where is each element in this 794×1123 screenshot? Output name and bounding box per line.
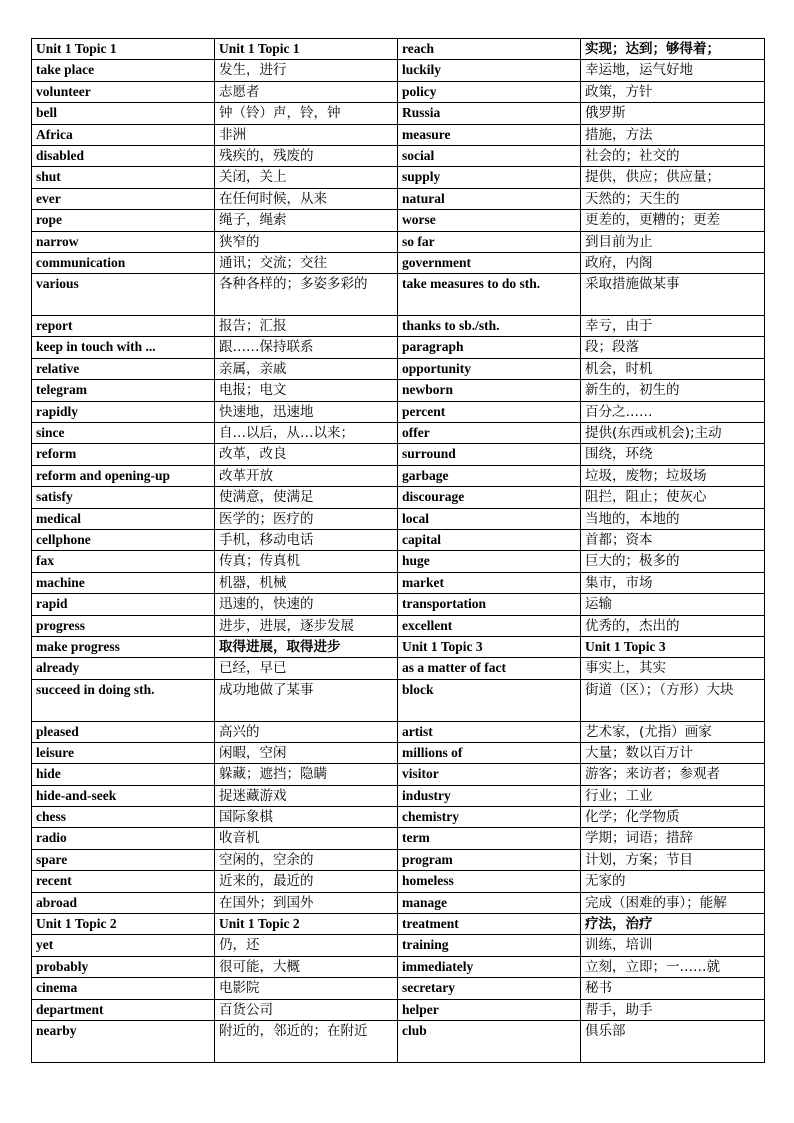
english-term-cell: thanks to sb./sth. [398, 316, 581, 337]
table-row [32, 572, 765, 593]
table-row [32, 679, 765, 721]
table-row [32, 828, 765, 849]
chinese-meaning-cell: 电报；电文 [215, 380, 398, 401]
chinese-meaning-cell: 完成（困难的事）；能解 [581, 892, 765, 913]
english-term-cell: offer [398, 423, 581, 444]
table-row [32, 188, 765, 209]
table-row [32, 956, 765, 977]
chinese-meaning-cell: 电影院 [215, 978, 398, 999]
chinese-meaning-cell: 钟（铃）声，铃，钟 [215, 103, 398, 124]
english-term-cell: industry [398, 785, 581, 806]
english-term-cell: immediately [398, 956, 581, 977]
chinese-meaning-cell: 街道（区）；（方形）大块 [581, 679, 765, 721]
english-term-cell: so far [398, 231, 581, 252]
table-row [32, 124, 765, 145]
table-row [32, 914, 765, 935]
table-row [32, 551, 765, 572]
table-row [32, 742, 765, 763]
english-term-cell: capital [398, 530, 581, 551]
table-row [32, 337, 765, 358]
chinese-meaning-cell: 大量；数以百万计 [581, 742, 765, 763]
chinese-meaning-cell: 段；段落 [581, 337, 765, 358]
chinese-meaning-cell: 机会，时机 [581, 358, 765, 379]
table-row [32, 594, 765, 615]
chinese-meaning-cell: 非洲 [215, 124, 398, 145]
english-term-cell: abroad [32, 892, 215, 913]
english-term-cell: various [32, 274, 215, 316]
chinese-meaning-cell: 改革开放 [215, 465, 398, 486]
chinese-meaning-cell: 俄罗斯 [581, 103, 765, 124]
chinese-meaning-cell: 幸亏，由于 [581, 316, 765, 337]
english-term-cell: secretary [398, 978, 581, 999]
chinese-meaning-cell: 艺术家，(尤指）画家 [581, 721, 765, 742]
english-term-cell: disabled [32, 145, 215, 166]
vocabulary-table-body [32, 39, 765, 1063]
english-term-cell: Africa [32, 124, 215, 145]
english-term-cell: rope [32, 210, 215, 231]
table-row [32, 530, 765, 551]
chinese-meaning-cell: 游客；来访者；参观者 [581, 764, 765, 785]
english-term-cell: market [398, 572, 581, 593]
english-term-cell: program [398, 849, 581, 870]
chinese-meaning-cell: 学期；词语；措辞 [581, 828, 765, 849]
chinese-meaning-cell: 提供(东西或机会);主动 [581, 423, 765, 444]
chinese-meaning-cell: 秘书 [581, 978, 765, 999]
chinese-meaning-cell: 国际象棋 [215, 807, 398, 828]
english-term-cell: hide [32, 764, 215, 785]
english-term-cell: yet [32, 935, 215, 956]
chinese-meaning-cell: 百分之…… [581, 401, 765, 422]
chinese-meaning-cell: 百货公司 [215, 999, 398, 1020]
english-term-cell: helper [398, 999, 581, 1020]
english-term-cell: since [32, 423, 215, 444]
english-term-cell: leisure [32, 742, 215, 763]
table-row [32, 487, 765, 508]
table-row [32, 401, 765, 422]
table-row [32, 145, 765, 166]
english-term-cell: social [398, 145, 581, 166]
table-row [32, 60, 765, 81]
english-term-cell: government [398, 252, 581, 273]
chinese-meaning-cell: 首都；资本 [581, 530, 765, 551]
chinese-meaning-cell: 措施，方法 [581, 124, 765, 145]
chinese-meaning-cell: 取得进展，取得进步 [215, 636, 398, 657]
chinese-meaning-cell: 运输 [581, 594, 765, 615]
chinese-meaning-cell: 跟……保持联系 [215, 337, 398, 358]
english-term-cell: luckily [398, 60, 581, 81]
chinese-meaning-cell: 幸运地，运气好地 [581, 60, 765, 81]
chinese-meaning-cell: 实现；达到；够得着； [581, 39, 765, 60]
english-term-cell: satisfy [32, 487, 215, 508]
chinese-meaning-cell: 疗法，治疗 [581, 914, 765, 935]
chinese-meaning-cell: 俱乐部 [581, 1021, 765, 1063]
table-row [32, 423, 765, 444]
table-row [32, 465, 765, 486]
english-term-cell: fax [32, 551, 215, 572]
chinese-meaning-cell: 绳子，绳索 [215, 210, 398, 231]
english-term-cell: rapidly [32, 401, 215, 422]
english-term-cell: cellphone [32, 530, 215, 551]
chinese-meaning-cell: 新生的，初生的 [581, 380, 765, 401]
table-row [32, 935, 765, 956]
english-term-cell: keep in touch with ... [32, 337, 215, 358]
chinese-meaning-cell: 报告；汇报 [215, 316, 398, 337]
table-row [32, 81, 765, 102]
chinese-meaning-cell: 天然的；天生的 [581, 188, 765, 209]
chinese-meaning-cell: 阻拦，阻止；使灰心 [581, 487, 765, 508]
english-term-cell: homeless [398, 871, 581, 892]
english-term-cell: as a matter of fact [398, 658, 581, 679]
english-term-cell: shut [32, 167, 215, 188]
chinese-meaning-cell: 垃圾，废物；垃圾场 [581, 465, 765, 486]
table-row [32, 785, 765, 806]
english-term-cell: policy [398, 81, 581, 102]
table-row [32, 849, 765, 870]
table-row [32, 103, 765, 124]
chinese-meaning-cell: 政策，方针 [581, 81, 765, 102]
chinese-meaning-cell: 躲藏；遮挡；隐瞒 [215, 764, 398, 785]
chinese-meaning-cell: 化学；化学物质 [581, 807, 765, 828]
english-term-cell: radio [32, 828, 215, 849]
english-term-cell: ever [32, 188, 215, 209]
english-term-cell: millions of [398, 742, 581, 763]
chinese-meaning-cell: 附近的，邻近的；在附近 [215, 1021, 398, 1063]
english-term-cell: make progress [32, 636, 215, 657]
chinese-meaning-cell: 已经，早已 [215, 658, 398, 679]
chinese-meaning-cell: 在国外；到国外 [215, 892, 398, 913]
english-term-cell: surround [398, 444, 581, 465]
table-row [32, 39, 765, 60]
chinese-meaning-cell: 集市，市场 [581, 572, 765, 593]
english-term-cell: relative [32, 358, 215, 379]
english-term-cell: medical [32, 508, 215, 529]
table-row [32, 721, 765, 742]
english-term-cell: chemistry [398, 807, 581, 828]
english-term-cell: reform [32, 444, 215, 465]
chinese-meaning-cell: 很可能，大概 [215, 956, 398, 977]
chinese-meaning-cell: 训练，培训 [581, 935, 765, 956]
english-term-cell: newborn [398, 380, 581, 401]
table-row [32, 658, 765, 679]
chinese-meaning-cell: 计划，方案；节目 [581, 849, 765, 870]
english-term-cell: telegram [32, 380, 215, 401]
english-term-cell: pleased [32, 721, 215, 742]
chinese-meaning-cell: 改革，改良 [215, 444, 398, 465]
table-row [32, 1021, 765, 1063]
chinese-meaning-cell: 自…以后，从…以来； [215, 423, 398, 444]
english-term-cell: cinema [32, 978, 215, 999]
english-term-cell: garbage [398, 465, 581, 486]
english-term-cell: Unit 1 Topic 2 [32, 914, 215, 935]
chinese-meaning-cell: 医学的；医疗的 [215, 508, 398, 529]
table-row [32, 636, 765, 657]
english-term-cell: progress [32, 615, 215, 636]
chinese-meaning-cell: 志愿者 [215, 81, 398, 102]
chinese-meaning-cell: 传真；传真机 [215, 551, 398, 572]
english-term-cell: report [32, 316, 215, 337]
chinese-meaning-cell: 事实上，其实 [581, 658, 765, 679]
chinese-meaning-cell: 收音机 [215, 828, 398, 849]
table-row [32, 892, 765, 913]
english-term-cell: transportation [398, 594, 581, 615]
english-term-cell: probably [32, 956, 215, 977]
english-term-cell: club [398, 1021, 581, 1063]
chinese-meaning-cell: 帮手，助手 [581, 999, 765, 1020]
table-row [32, 444, 765, 465]
chinese-meaning-cell: 提供，供应；供应量； [581, 167, 765, 188]
chinese-meaning-cell: 进步，进展，逐步发展 [215, 615, 398, 636]
chinese-meaning-cell: 在任何时候，从来 [215, 188, 398, 209]
english-term-cell: hide-and-seek [32, 785, 215, 806]
english-term-cell: rapid [32, 594, 215, 615]
chinese-meaning-cell: 优秀的，杰出的 [581, 615, 765, 636]
chinese-meaning-cell: 高兴的 [215, 721, 398, 742]
chinese-meaning-cell: 行业；工业 [581, 785, 765, 806]
table-row [32, 871, 765, 892]
english-term-cell: take measures to do sth. [398, 274, 581, 316]
english-term-cell: natural [398, 188, 581, 209]
chinese-meaning-cell: 近来的，最近的 [215, 871, 398, 892]
english-term-cell: worse [398, 210, 581, 231]
vocabulary-table [31, 38, 765, 1063]
chinese-meaning-cell: 到目前为止 [581, 231, 765, 252]
chinese-meaning-cell: 巨大的；极多的 [581, 551, 765, 572]
english-term-cell: treatment [398, 914, 581, 935]
chinese-meaning-cell: 空闲的，空余的 [215, 849, 398, 870]
table-row [32, 807, 765, 828]
english-term-cell: already [32, 658, 215, 679]
chinese-meaning-cell: 通讯；交流；交往 [215, 252, 398, 273]
english-term-cell: huge [398, 551, 581, 572]
chinese-meaning-cell: 无家的 [581, 871, 765, 892]
english-term-cell: excellent [398, 615, 581, 636]
table-row [32, 210, 765, 231]
english-term-cell: reform and opening-up [32, 465, 215, 486]
chinese-meaning-cell: 迅速的，快速的 [215, 594, 398, 615]
english-term-cell: communication [32, 252, 215, 273]
chinese-meaning-cell: 亲属，亲戚 [215, 358, 398, 379]
chinese-meaning-cell: 捉迷藏游戏 [215, 785, 398, 806]
english-term-cell: Russia [398, 103, 581, 124]
english-term-cell: chess [32, 807, 215, 828]
chinese-meaning-cell: Unit 1 Topic 1 [215, 39, 398, 60]
chinese-meaning-cell: 快速地，迅速地 [215, 401, 398, 422]
chinese-meaning-cell: Unit 1 Topic 3 [581, 636, 765, 657]
english-term-cell: percent [398, 401, 581, 422]
english-term-cell: measure [398, 124, 581, 145]
english-term-cell: opportunity [398, 358, 581, 379]
english-term-cell: succeed in doing sth. [32, 679, 215, 721]
table-row [32, 252, 765, 273]
chinese-meaning-cell: 各种各样的；多姿多彩的 [215, 274, 398, 316]
table-row [32, 380, 765, 401]
english-term-cell: paragraph [398, 337, 581, 358]
chinese-meaning-cell: 发生，进行 [215, 60, 398, 81]
table-row [32, 508, 765, 529]
english-term-cell: discourage [398, 487, 581, 508]
english-term-cell: Unit 1 Topic 1 [32, 39, 215, 60]
english-term-cell: nearby [32, 1021, 215, 1063]
english-term-cell: department [32, 999, 215, 1020]
english-term-cell: reach [398, 39, 581, 60]
chinese-meaning-cell: 手机，移动电话 [215, 530, 398, 551]
english-term-cell: volunteer [32, 81, 215, 102]
english-term-cell: spare [32, 849, 215, 870]
chinese-meaning-cell: 当地的，本地的 [581, 508, 765, 529]
chinese-meaning-cell: 立刻，立即；一……就 [581, 956, 765, 977]
table-row [32, 274, 765, 316]
chinese-meaning-cell: 政府，内阁 [581, 252, 765, 273]
english-term-cell: take place [32, 60, 215, 81]
english-term-cell: visitor [398, 764, 581, 785]
table-row [32, 358, 765, 379]
chinese-meaning-cell: 机器，机械 [215, 572, 398, 593]
chinese-meaning-cell: 关闭，关上 [215, 167, 398, 188]
english-term-cell: block [398, 679, 581, 721]
chinese-meaning-cell: 使满意，使满足 [215, 487, 398, 508]
english-term-cell: bell [32, 103, 215, 124]
chinese-meaning-cell: 采取措施做某事 [581, 274, 765, 316]
english-term-cell: supply [398, 167, 581, 188]
chinese-meaning-cell: Unit 1 Topic 2 [215, 914, 398, 935]
chinese-meaning-cell: 成功地做了某事 [215, 679, 398, 721]
table-row [32, 978, 765, 999]
chinese-meaning-cell: 社会的；社交的 [581, 145, 765, 166]
english-term-cell: narrow [32, 231, 215, 252]
chinese-meaning-cell: 更差的，更糟的；更差 [581, 210, 765, 231]
table-row [32, 231, 765, 252]
english-term-cell: manage [398, 892, 581, 913]
chinese-meaning-cell: 狭窄的 [215, 231, 398, 252]
english-term-cell: Unit 1 Topic 3 [398, 636, 581, 657]
english-term-cell: training [398, 935, 581, 956]
chinese-meaning-cell: 围绕，环绕 [581, 444, 765, 465]
chinese-meaning-cell: 闲暇，空闲 [215, 742, 398, 763]
table-row [32, 167, 765, 188]
chinese-meaning-cell: 残疾的，残废的 [215, 145, 398, 166]
table-row [32, 316, 765, 337]
table-row [32, 764, 765, 785]
english-term-cell: local [398, 508, 581, 529]
english-term-cell: term [398, 828, 581, 849]
english-term-cell: artist [398, 721, 581, 742]
english-term-cell: machine [32, 572, 215, 593]
table-row [32, 999, 765, 1020]
chinese-meaning-cell: 仍，还 [215, 935, 398, 956]
english-term-cell: recent [32, 871, 215, 892]
table-row [32, 615, 765, 636]
